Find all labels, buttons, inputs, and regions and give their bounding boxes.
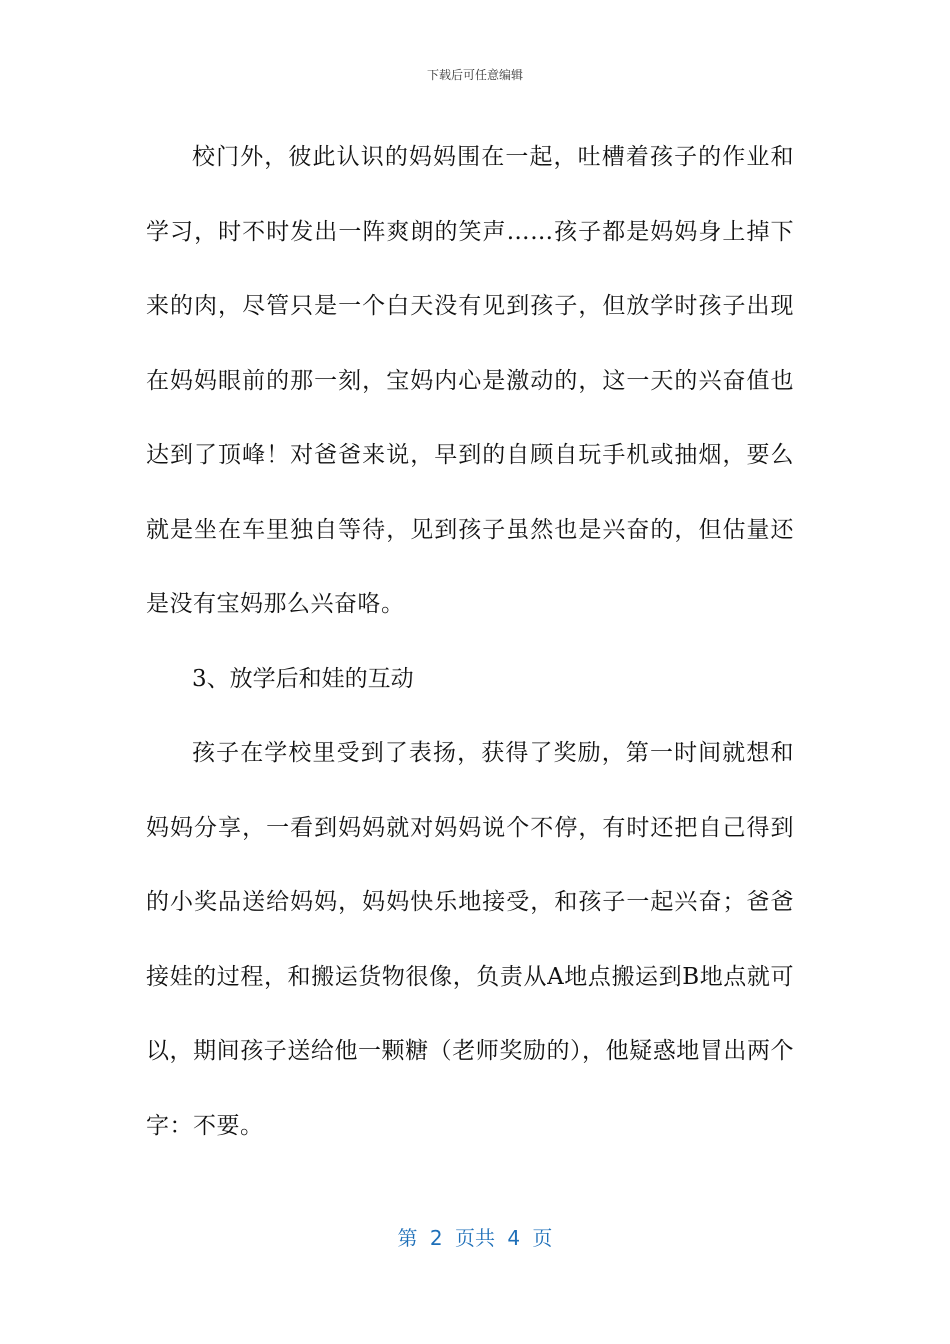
section-heading: 3、放学后和娃的互动 [192, 665, 414, 692]
header-note: 下载后可任意编辑 [426, 68, 523, 82]
paragraph: 孩子在学校里受到了表扬，获得了奖励，第一时间就想和妈妈分享，一看到妈妈就对妈妈说个不停，有时还把自己得到的小奖品送给妈妈，妈妈快乐地接受，和孩子一起兴奋；爸爸接娃的过程，和搬运货物很像，负责从A地点搬运到B地点就可以，期间孩子送给他一颗糖（老师奖励的），他疑惑地冒出两个字：不要。 [146, 740, 794, 1139]
paragraph: 校门外，彼此认识的妈妈围在一起，吐槽着孩子的作业和学习，时不时发出一阵爽朗的笑声……孩子都是妈妈身上掉下来的肉，尽管只是一个白天没有见到孩子，但放学时孩子出现在妈妈眼前的那一刻，宝妈内心是激动的，这一天的兴奋值也达到了顶峰！对爸爸来说，早到的自顾自玩手机或抽烟，要么就是坐在车里独自等待，见到孩子虽然也是兴奋的，但估量还是没有宝妈那么兴奋咯。 [146, 144, 794, 617]
document-body [146, 120, 794, 1163]
page-number-footer: 第 2 页共 4 页 [397, 1226, 553, 1250]
